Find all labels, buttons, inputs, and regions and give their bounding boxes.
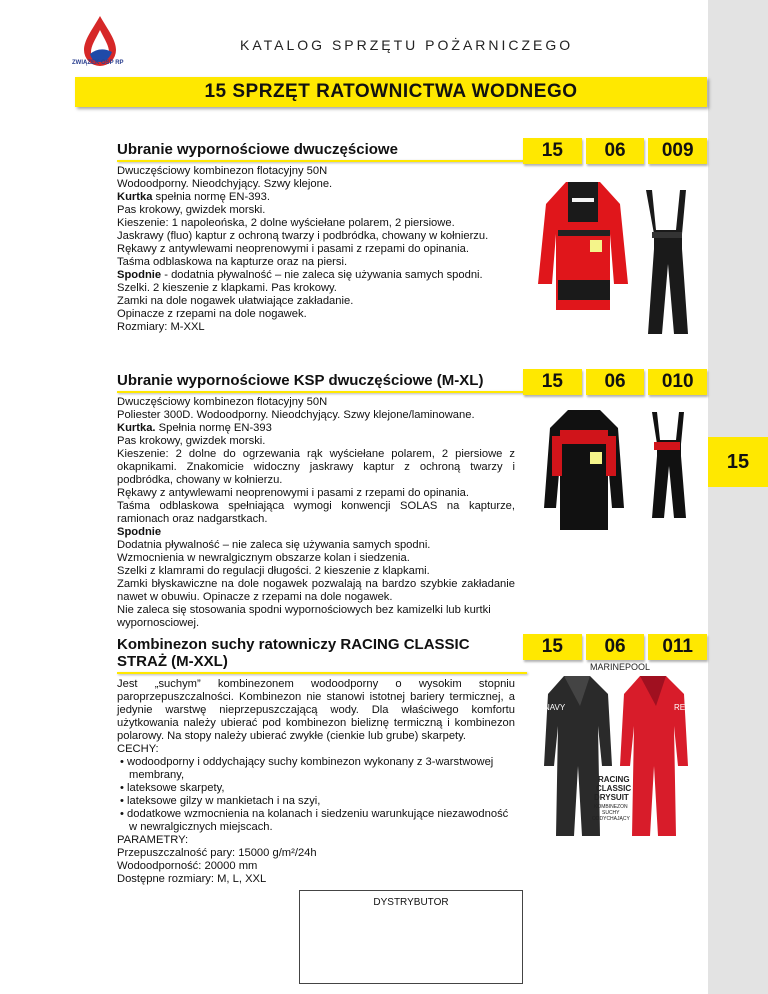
title-underline — [117, 160, 527, 162]
product-image — [528, 170, 708, 345]
trousers-image — [652, 412, 686, 518]
code-number: 009 — [648, 138, 707, 164]
navy-label: NAVY — [544, 703, 566, 712]
chapter-banner — [75, 77, 707, 107]
feature-item: • wodoodporny i oddychający suchy kombinezon wykonany z 3-warstwowej membrany, — [120, 756, 494, 781]
product-title: Ubranie wypornościowe KSP dwuczęściowe (M-XL) — [117, 372, 484, 389]
jacket-image — [544, 410, 624, 530]
product-line-3: DRYSUIT — [594, 793, 629, 802]
code-subgroup: 06 — [586, 369, 645, 395]
chapter-tab: 15 — [708, 437, 768, 487]
brand-label: MARINEPOOL — [590, 662, 651, 672]
product-image — [528, 402, 708, 532]
feature-item: • dodatkowe wzmocnienia na kolanach i siedzeniu warunkujące niezawodność w newralgicznych miejscach. — [120, 808, 509, 833]
chapter-title: 15 SPRZĘT RATOWNICTWA WODNEGO — [204, 81, 578, 102]
product-sub-3: ODDYCHAJĄCY — [592, 816, 630, 822]
product-title: Ubranie wypornościowe dwuczęściowe — [117, 141, 398, 158]
product-description: Jest „suchym” kombinezonem wodoodporny o wysokim stopniu paroprzepuszczalności. Kombinezon nie stanowi istotnej bariery termicznej, a jedynie warstwę nieprzepuszczającą wody. Dla właściwego komfortu użytkowania należy ubierać pod kombinezon bieliznę termiczną i kombinezon polarowy. Na stopy należy ubierać zwykłe (cienkie lub grube) skarpety. CECHY: • wodoodporny i oddychający suchy kombinezon wykonany z 3-warstwowej membrany, • lateksowe skarpety, • lateksowe gilzy w mankietach i na szyi, • dodatkowe wzmocnienia na kolanach i siedzeniu warunkujące niezawodność w newralgicznych miejscach. PARAMETRY: Przepuszczalność pary: 15000 g/m²/24h Wodoodporność: 20000 mm Dostępne rozmiary: M, L, XXL — [117, 678, 515, 885]
code-group: 15 — [523, 138, 582, 164]
distributor-label: DYSTRYBUTOR — [373, 897, 449, 908]
red-drysuit-image — [620, 676, 688, 836]
product-description: Dwuczęściowy kombinezon flotacyjny 50N Wodoodporny. Nieodchyjący. Szwy klejone. Kurtka spełnia normę EN-393. Pas krokowy, gwizdek morski. Kieszenie: 1 napoleońska, 2 dolne wyściełane polarem, 2 piersiowe. Jaskrawy (fluo) kaptur z ochroną twarzy i podbródka, chowany w kołnierzu. Rękawy z antywlewami neoprenowymi i pasami z rzepami do opinania. Taśma odblaskowa na kapturze oraz na piersi. Spodnie - dodatnia pływalność – nie zaleca się używania samych spodni. Szelki. 2 kieszenie z klapkami. Pas krokowy. Zamki na dole nogawek ułatwiające zakładanie. Opinacze z rzepami na dole nogawek. Rozmiary: M-XXL — [117, 165, 489, 333]
catalog-title: KATALOG SPRZĘTU POŻARNICZEGO — [240, 37, 574, 53]
title-underline — [117, 391, 527, 393]
code-number: 010 — [648, 369, 707, 395]
product-sub-1: KOMBINEZON — [594, 804, 628, 810]
product-code — [523, 369, 707, 395]
feature-item: • lateksowe skarpety, — [120, 782, 225, 794]
product-title: Kombinezon suchy ratowniczy RACING CLASSIC STRAŻ (M-XXL) — [117, 636, 470, 670]
product-description: Dwuczęściowy kombinezon flotacyjny 50N Poliester 300D. Wodoodporny. Nieodchyjący. Szwy klejone/laminowane. Kurtka. Spełnia normę EN-393 Pas krokowy, gwizdek morski. Kieszenie: 2 dolne do ogrzewania rąk wyściełane polarem, 2 piersiowe z okapnikami. Znakomicie widoczny jaskrawy kaptur z ochroną twarzy i podbródka, chowany w kołnierzu. Rękawy z antywlewami neoprenowymi i pasami z rzepami do opinania. Taśma odblaskowa spełniająca wymogi konwencji SOLAS na kapturze, ramionach oraz nadgarstkach. Spodnie Dodatnia pływalność – nie zaleca się używania samych spodni. Wzmocnienia w newralgicznym obszarze kolan i siedzenia. Szelki z klamrami do regulacji długości. 2 kieszenie z klapkami. Zamki błyskawiczne na dole nogawek pozwalają na bardzo szybkie zakładanie nawet w obuwiu. Opinacze z rzepami na dole nogawek. Nie zaleca się stosowania spodni wypornościowych bez kamizelki lub kurtki wypornosciowej. — [117, 396, 515, 629]
feature-item: • lateksowe gilzy w mankietach i na szyi, — [120, 795, 321, 807]
distributor-box — [299, 890, 523, 984]
code-number: 011 — [648, 634, 707, 660]
code-group: 15 — [523, 634, 582, 660]
trousers-image — [646, 190, 688, 334]
product-image — [528, 658, 708, 848]
product-sub-2: SUCHY — [602, 810, 620, 816]
product-code — [523, 634, 707, 660]
logo-caption: ZWIĄZEK OSP RP — [72, 60, 124, 66]
code-subgroup: 06 — [586, 634, 645, 660]
jacket-image — [538, 182, 628, 310]
red-label: RED — [674, 703, 691, 712]
side-margin — [708, 0, 768, 994]
code-subgroup: 06 — [586, 138, 645, 164]
code-group: 15 — [523, 369, 582, 395]
product-line-2: CLASSIC — [596, 784, 632, 793]
product-line-1: RACING — [598, 775, 630, 784]
product-code — [523, 138, 707, 164]
title-underline — [117, 672, 527, 674]
